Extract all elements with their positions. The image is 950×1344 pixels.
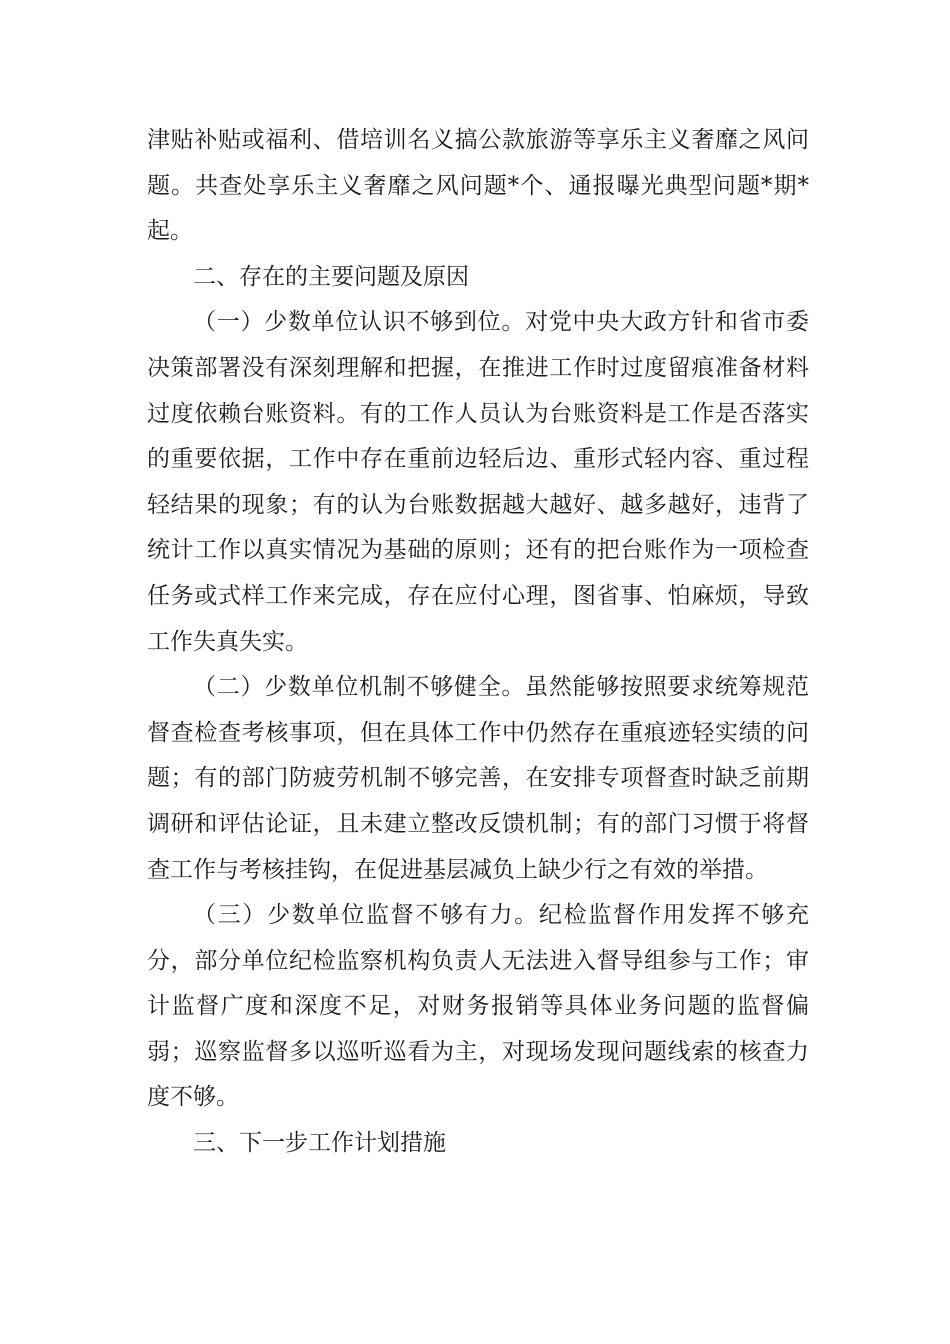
continuation-paragraph: 津贴补贴或福利、借培训名义搞公款旅游等享乐主义奢靡之风问题。共查处享乐主义奢靡之风问题*个、通报曝光典型问题*期*起。 [147,127,809,245]
document-body [147,118,809,1167]
section-heading-next-steps: 三、下一步工作计划措施 [193,1130,446,1157]
problem-item-3-title: （三）少数单位监督不够有力。 [193,902,539,929]
problem-item-1 [147,300,809,665]
problem-item-2-title: （二）少数单位机制不够健全。 [193,674,526,701]
problem-item-2-body: 虽然能够按照要求统筹规范督查检查考核事项，但在具体工作中仍然存在重痕迹轻实绩的问题；有的部门防疲劳机制不够完善，在安排专项督查时缺乏前期调研和评估论证，且未建立整改反馈机制；有的部门习惯于将督查工作与考核挂钩，在促进基层减负上缺少行之有效的举措。 [147,674,810,883]
problem-item-3-body: 纪检监督作用发挥不够充分，部分单位纪检监察机构负责人无法进入督导组参与工作；审计监督广度和深度不足，对财务报销等具体业务问题的监督偏弱；巡察监督多以巡听巡看为主，对现场发现问题线索的核查力度不够。 [147,902,810,1111]
problem-item-2 [147,665,809,893]
problem-item-3 [147,893,809,1121]
section-heading-problems: 二、存在的主要问题及原因 [193,263,469,290]
problem-item-1-title: （一）少数单位认识不够到位。 [193,309,526,336]
problem-item-1-body: 对党中央大政方针和省市委决策部署没有深刻理解和把握，在推进工作时过度留痕准备材料过度依赖台账资料。有的工作人员认为台账资料是工作是否落实的重要依据，工作中存在重前边轻后边、重形式轻内容、重过程轻结果的现象；有的认为台账数据越大越好、越多越好，违背了统计工作以真实情况为基础的原则；还有的把台账作为一项检查任务或式样工作来完成，存在应付心理，图省事、怕麻烦，导致工作失真失实。 [147,309,810,655]
